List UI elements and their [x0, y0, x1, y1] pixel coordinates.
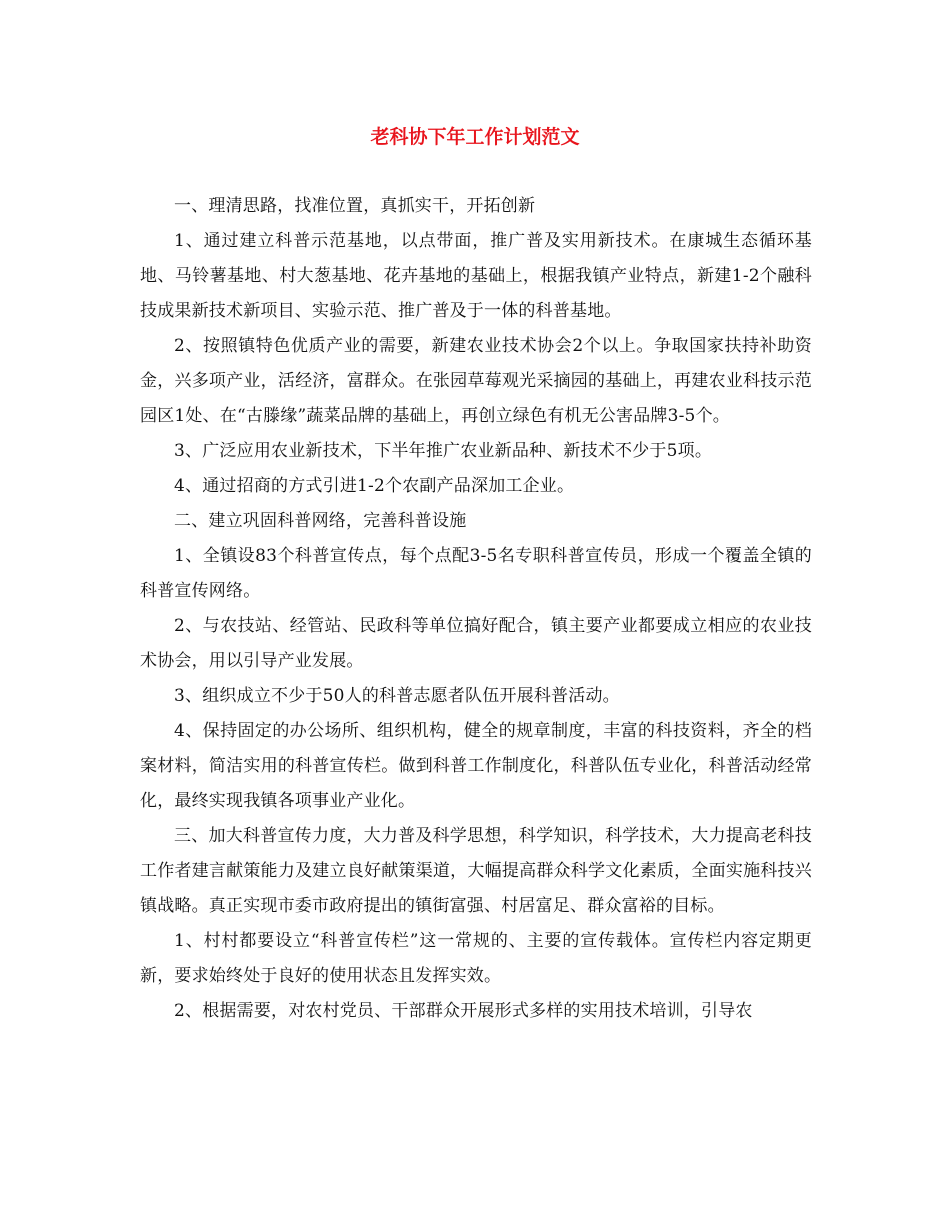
- paragraph: 1、全镇设83个科普宣传点，每个点配3-5名专职科普宣传员，形成一个覆盖全镇的科普宣传网络。: [140, 546, 812, 601]
- paragraph: 2、与农技站、经管站、民政科等单位搞好配合，镇主要产业都要成立相应的农业技术协会，用以引导产业发展。: [140, 616, 812, 671]
- paragraph: 1、村村都要设立“科普宣传栏”这一常规的、主要的宣传载体。宣传栏内容定期更新，要求始终处于良好的使用状态且发挥实效。: [140, 931, 812, 986]
- paragraph: 4、通过招商的方式引进1-2个农副产品深加工企业。: [174, 476, 575, 496]
- paragraph: 3、广泛应用农业新技术，下半年推广农业新品种、新技术不少于5项。: [174, 441, 713, 461]
- paragraph: 2、按照镇特色优质产业的需要，新建农业技术协会2个以上。争取国家扶持补助资金，兴多项产业，活经济，富群众。在张园草莓观光采摘园的基础上，再建农业科技示范园区1处、在“古滕缘”蔬菜品牌的基础上，再创立绿色有机无公害品牌3-5个。: [140, 336, 812, 426]
- paragraph: 1、通过建立科普示范基地，以点带面，推广普及实用新技术。在康城生态循环基地、马铃薯基地、村大葱基地、花卉基地的基础上，根据我镇产业特点，新建1-2个融科技成果新技术新项目、实验示范、推广普及于一体的科普基地。: [140, 231, 812, 321]
- section-heading-3: 三、加大科普宣传力度，大力普及科学思想，科学知识，科学技术，大力提高老科技工作者建言献策能力及建立良好献策渠道，大幅提高群众科学文化素质，全面实施科技兴镇战略。真正实现市委市政府提出的镇街富强、村居富足、群众富裕的目标。: [140, 826, 812, 916]
- paragraph: 4、保持固定的办公场所、组织机构，健全的规章制度，丰富的科技资料，齐全的档案材料，简洁实用的科普宣传栏。做到科普工作制度化，科普队伍专业化，科普活动经常化，最终实现我镇各项事业产业化。: [140, 721, 812, 811]
- section-heading-2: 二、建立巩固科普网络，完善科普设施: [174, 511, 467, 531]
- section-heading-1: 一、理清思路，找准位置，真抓实干，开拓创新: [174, 196, 536, 216]
- document-body: [140, 189, 812, 1029]
- paragraph: 2、根据需要，对农村党员、干部群众开展形式多样的实用技术培训，引导农: [174, 1001, 753, 1021]
- document-title: 老科协下年工作计划范文: [370, 126, 580, 148]
- paragraph: 3、组织成立不少于50人的科普志愿者队伍开展科普活动。: [174, 686, 620, 706]
